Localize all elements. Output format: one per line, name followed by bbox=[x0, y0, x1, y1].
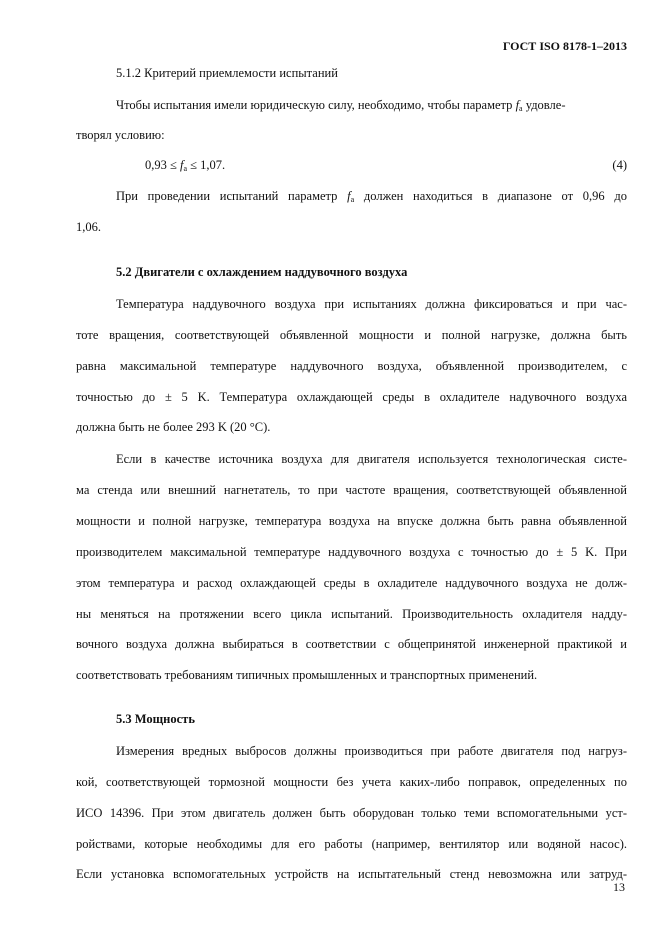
text-run: 0,93 ≤ bbox=[145, 158, 180, 172]
paragraph-line: точностью до ± 5 K. Температура охлаждающей среды в охладителе надувочного воздуха bbox=[76, 390, 627, 404]
paragraph-line: 1,06. bbox=[76, 220, 101, 234]
section-5-1-2-title: 5.1.2 Критерий приемлемости испытаний bbox=[116, 66, 338, 80]
paragraph-line: ройствами, которые необходимы для его работы (например, вентилятор или водяной насос). bbox=[76, 837, 627, 851]
variable-subscript: a bbox=[183, 164, 188, 173]
paragraph-line: Температура наддувочного воздуха при испытаниях должна фиксироваться и при час- bbox=[116, 297, 627, 311]
paragraph-line: этом температура и расход охлаждающей среды в охладителе наддувочного воздуха не долж- bbox=[76, 576, 627, 590]
paragraph-line: должна быть не более 293 K (20 °C). bbox=[76, 420, 271, 434]
section-5-3-title: 5.3 Мощность bbox=[116, 712, 195, 726]
paragraph-line bbox=[116, 188, 627, 208]
paragraph-line: ны меняться на протяжении всего цикла испытаний. Производительность охладителя надду- bbox=[76, 607, 627, 621]
paragraph-line: ИСО 14396. При этом двигатель должен быть оборудован только теми вспомогательными уст- bbox=[76, 806, 627, 820]
variable-f: f bbox=[180, 158, 184, 172]
paragraph-line: производителем максимальной температуре наддувочного воздуха с точностью до ± 5 K. При bbox=[76, 545, 627, 559]
paragraph-line: кой, соответствующей тормозной мощности без учета каких-либо поправок, определенных по bbox=[76, 775, 627, 789]
variable-f: f bbox=[347, 189, 351, 203]
paragraph-line: Если установка вспомогательных устройств на испытательный стенд невозможна или затруд- bbox=[76, 867, 627, 881]
paragraph-line: Измерения вредных выбросов должны производиться при работе двигателя под нагруз- bbox=[116, 744, 627, 758]
text-run: удовле- bbox=[522, 98, 566, 112]
paragraph-line bbox=[116, 97, 627, 117]
variable-f: f bbox=[515, 98, 520, 112]
text-run: Чтобы испытания имели юридическую силу, необходимо, чтобы параметр bbox=[116, 98, 516, 112]
text-run: должен находиться в диапазоне от 0,96 до bbox=[354, 189, 628, 203]
paragraph-line: соответствовать требованиям типичных промышленных и транспортных применений. bbox=[76, 668, 538, 682]
variable-subscript: a bbox=[519, 104, 523, 113]
text-run: ≤ 1,07. bbox=[187, 158, 226, 172]
variable-subscript: a bbox=[350, 195, 355, 204]
equation-body bbox=[145, 157, 225, 177]
paragraph-line: ма стенда или внешний нагнетатель, то при частоте вращения, соответствующей объявленной bbox=[76, 483, 627, 497]
paragraph-line: равна максимальной температуре наддувочного воздуха, объявленной производителем, с bbox=[76, 359, 627, 373]
equation-number: (4) bbox=[612, 158, 627, 172]
paragraph-line: творял условию: bbox=[76, 128, 165, 142]
paragraph-line: мощности и полной нагрузке, температура воздуха на впуске должна быть равна объявленной bbox=[76, 514, 627, 528]
paragraph-line: Если в качестве источника воздуха для двигателя используется технологическая систе- bbox=[116, 452, 627, 466]
paragraph-line: вочного воздуха должна выбираться в соответствии с общепринятой инженерной практикой и bbox=[76, 637, 627, 651]
section-5-2-title: 5.2 Двигатели с охлаждением наддувочного воздуха bbox=[116, 265, 408, 279]
standard-header: ГОСТ ISO 8178-1–2013 bbox=[502, 39, 627, 53]
page-number: 13 bbox=[613, 880, 625, 894]
text-run: При проведении испытаний параметр bbox=[116, 189, 348, 203]
paragraph-line: тоте вращения, соответствующей объявленной мощности и полной нагрузке, должна быть bbox=[76, 328, 627, 342]
